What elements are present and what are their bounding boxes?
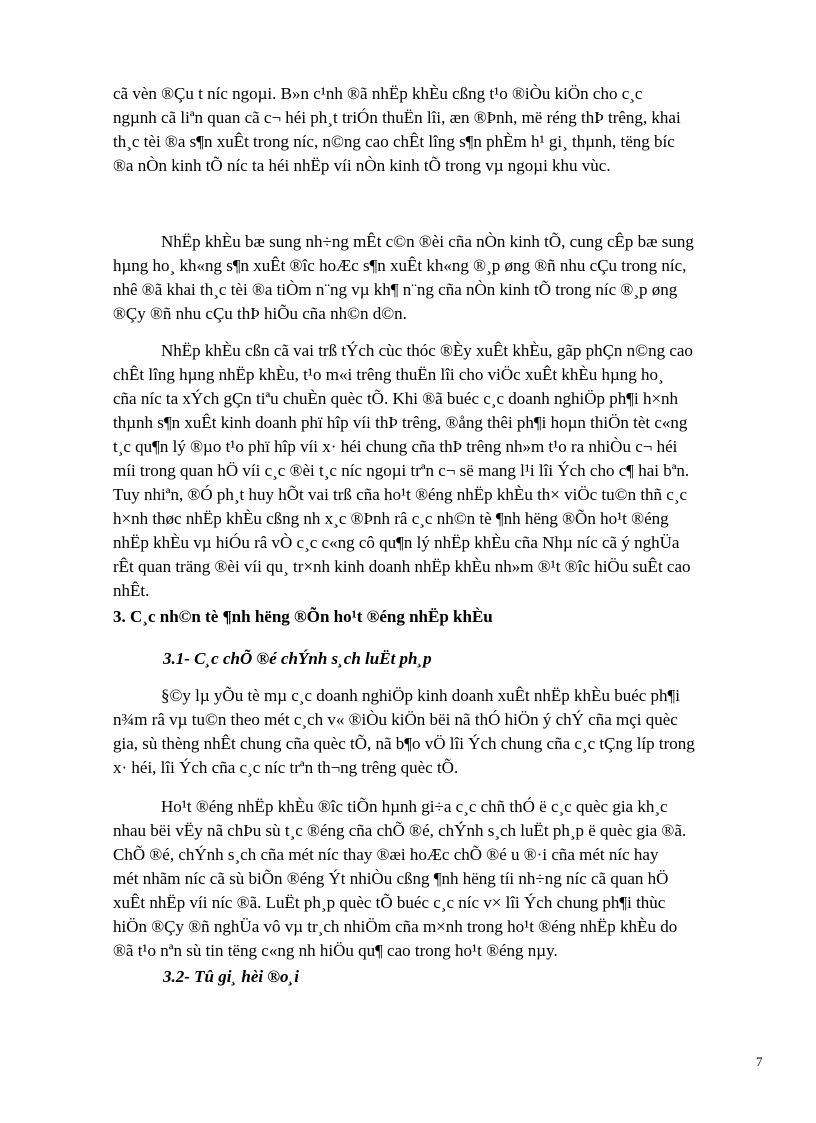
text-line: Tuy nhiªn, ®Ó ph¸t huy hÕt vai trß cña ho¹t ®éng nhËp khÈu th× viÖc tu©n thñ c¸c [113,485,688,504]
text-line: n¾m râ vµ tu©n theo mét c¸ch v« ®iÒu kiÖn bëi nã thÓ hiÖn ý chÝ cña mçi quèc [113,710,678,729]
text-line: nhê ®ã khai th¸c tèi ®a tiÒm n¨ng vµ kh¶ n¨ng cña nÒn kinh tÕ trong níc ®¸p øng [113,280,678,299]
text-line: hiÖn ®Çy ®ñ nghÜa vô vµ tr¸ch nhiÖm cña m×nh trong ho¹t ®éng nhËp khÈu do [113,917,678,936]
text-line: rÊt quan träng ®èi víi qu¸ tr×nh kinh doanh nhËp khÈu nh»m ®¹t ®îc hiÖu suÊt cao [113,557,691,576]
text-line: x· héi, lîi Ých cña c¸c níc trªn th¬ng trêng quèc tÕ. [113,758,459,777]
text-line: ngµnh cã liªn quan cã c¬ héi ph¸t triÓn thuËn lîi, æn ®Þnh, më réng thÞ trêng, khai [113,108,681,127]
text-line: gia, sù thèng nhÊt chung cña quèc tÕ, nã b¶o vÖ lîi Ých chung cña c¸c tÇng líp trong [113,734,695,753]
text-line: nhau bëi vËy nã chÞu sù t¸c ®éng cña chÕ ®é, chÝnh s¸ch luËt ph¸p ë quèc gia ®ã. [113,821,687,840]
text-line: ChÕ ®é, chÝnh s¸ch cña mét níc thay ®æi hoÆc chÕ ®é u ®·i cña mét níc hay [113,845,659,864]
paragraph-import-role [113,339,763,603]
text-line: ®ã t¹o nªn sù tin tëng c«ng nh hiÖu qu¶ cao trong ho¹t ®éng nµy. [113,941,558,960]
text-line: nhËp khÈu vµ hiÓu râ vÒ c¸c c«ng cô qu¶n lý nhËp khÈu cña Nhµ níc cã ý nghÜa [113,533,680,552]
text-line: NhËp khÈu cßn cã vai trß tÝch cùc thóc ®Èy xuÊt khÈu, gãp phÇn n©ng cao [161,341,693,360]
paragraph-import-supplement [113,230,763,326]
paragraph-policy-intro [113,684,763,780]
text-line: cã vèn ®Çu t níc ngoµi. B»n c¹nh ®ã nhËp khÈu cßng t¹o ®iÒu kiÖn cho c¸c [113,84,643,103]
text-line: xuÊt nhËp víi níc ®ã. LuËt ph¸p quèc tÕ buéc c¸c níc v× lîi Ých chung ph¶i thùc [113,893,666,912]
text-line: míi trong quan hÖ víi c¸c ®èi t¸c níc ngoµi trªn c¬ së mang l¹i lîi Ých cho c¶ hai bªn. [113,461,690,480]
text-line: hµng ho¸ kh«ng s¶n xuÊt ®îc hoÆc s¶n xuÊt kh«ng ®¸p øng ®ñ nhu cÇu trong níc, [113,256,687,275]
text-line: thµnh s¶n xuÊt kinh doanh phï hîp víi thÞ trêng, ®ång thêi ph¶i hoµn thiÖn tèt c«ng [113,413,688,432]
section-heading: 3. C¸c nh©n tè ¶nh hëng ®Õn ho¹t ®éng nhËp khÈu [113,607,493,626]
paragraph-policy-detail [113,795,763,963]
text-line: cña níc ta xÝch gÇn tiªu chuÈn quèc tÕ. Khi ®ã buéc c¸c doanh nghiÖp ph¶i h×nh [113,389,679,408]
text-line: NhËp khÈu bæ sung nh÷ng mÊt c©n ®èi cña nÒn kinh tÕ, cung cÊp bæ sung [161,232,694,251]
subsection-heading-exchange-rate: 3.2- Tû gi¸ hèi ®o¸i [163,967,299,986]
text-line: h×nh thøc nhËp khÈu cßng nh x¸c ®Þnh râ c¸c nh©n tè ¶nh hëng ®Õn ho¹t ®éng [113,509,669,528]
text-line: ®Çy ®ñ nhu cÇu thÞ hiÕu cña nh©n d©n. [113,304,407,323]
text-line: ®a nÒn kinh tÕ níc ta héi nhËp víi nÒn kinh tÕ trong vµ ngoµi khu vùc. [113,156,611,175]
text-line: Ho¹t ®éng nhËp khÈu ®îc tiÕn hµnh gi÷a c¸c chñ thÓ ë c¸c quèc gia kh¸c [161,797,668,816]
text-line: mét nhãm níc cã sù biÕn ®éng Ýt nhiÒu cßng ¶nh hëng tíi nh÷ng níc cã quan hÖ [113,869,669,888]
subsection-heading-policy: 3.1- C¸c chÕ ®é chÝnh s¸ch luËt ph¸p [163,649,432,668]
text-line: chÊt lîng hµng nhËp khÈu, t¹o m«i trêng thuËn lîi cho viÖc xuÊt khÈu hµng ho¸ [113,365,664,384]
text-line: t¸c qu¶n lý ®µo t¹o phï hîp víi x· héi chung cña thÞ trêng nh»m t¹o ra nhiÒu c¬ héi [113,437,678,456]
text-line: nhÊt. [113,581,150,600]
text-line: th¸c tèi ®a s¶n xuÊt trong níc, n©ng cao chÊt lîng s¶n phÈm h¹ gi¸ thµnh, tëng bíc [113,132,675,151]
text-line: §©y lµ yÕu tè mµ c¸c doanh nghiÖp kinh doanh xuÊt nhËp khÈu buéc ph¶i [161,686,680,705]
page-number: 7 [756,1054,763,1069]
paragraph-intro-continuation [113,82,763,178]
